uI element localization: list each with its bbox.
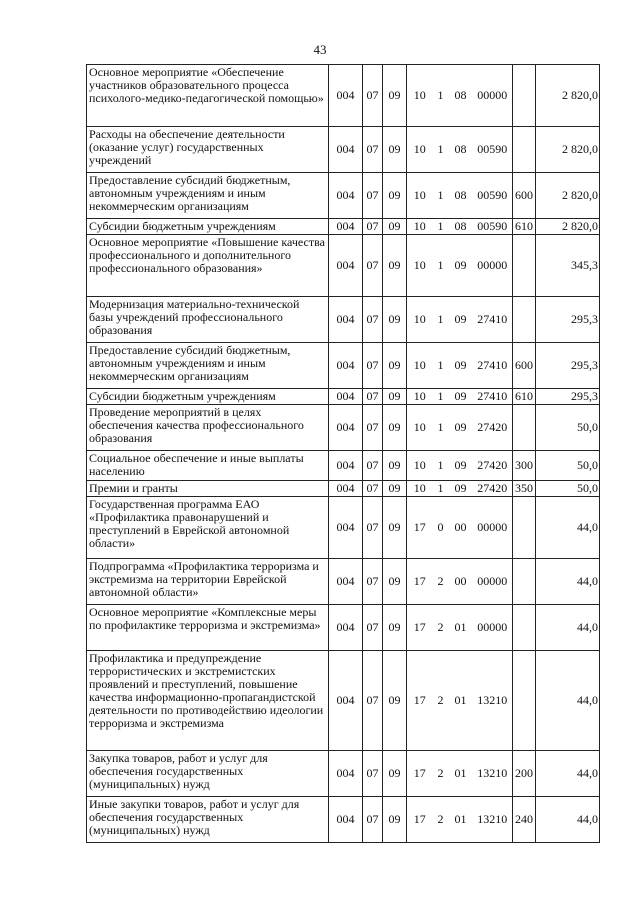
amount: 2 820,0 (536, 173, 600, 219)
program-code: 17 (407, 751, 433, 797)
subsection-code: 09 (383, 297, 407, 343)
table-row (87, 751, 600, 797)
section-code: 07 (363, 605, 383, 651)
program-code: 10 (407, 235, 433, 297)
subprogram-code: 1 (433, 389, 449, 405)
amount: 2 820,0 (536, 127, 600, 173)
amount: 2 820,0 (536, 65, 600, 127)
activity-code: 09 (449, 451, 473, 481)
direction-code: 27410 (473, 343, 513, 389)
expense-type-code: 240 (513, 797, 536, 843)
program-code: 10 (407, 173, 433, 219)
grbs-code: 004 (329, 173, 363, 219)
activity-code: 01 (449, 651, 473, 751)
subprogram-code: 2 (433, 559, 449, 605)
subprogram-code: 1 (433, 481, 449, 497)
activity-code: 08 (449, 127, 473, 173)
table-row (87, 343, 600, 389)
program-code: 17 (407, 797, 433, 843)
table-row (87, 127, 600, 173)
activity-code: 00 (449, 497, 473, 559)
expense-type-code (513, 497, 536, 559)
direction-code: 00000 (473, 497, 513, 559)
table-row (87, 797, 600, 843)
amount: 2 820,0 (536, 219, 600, 235)
grbs-code: 004 (329, 297, 363, 343)
activity-code: 09 (449, 481, 473, 497)
amount: 50,0 (536, 405, 600, 451)
row-name: Расходы на обеспечение деятельности (оказание услуг) государственных учреждений (87, 127, 329, 173)
amount: 50,0 (536, 451, 600, 481)
program-code: 10 (407, 127, 433, 173)
expense-type-code: 350 (513, 481, 536, 497)
grbs-code: 004 (329, 751, 363, 797)
subprogram-code: 1 (433, 451, 449, 481)
row-name: Премии и гранты (87, 481, 329, 497)
activity-code: 09 (449, 235, 473, 297)
subprogram-code: 2 (433, 651, 449, 751)
direction-code: 00000 (473, 65, 513, 127)
grbs-code: 004 (329, 65, 363, 127)
grbs-code: 004 (329, 343, 363, 389)
amount: 44,0 (536, 797, 600, 843)
direction-code: 27410 (473, 389, 513, 405)
row-name: Предоставление субсидий бюджетным, автономным учреждениям и иным некоммерческим организациям (87, 343, 329, 389)
expense-type-code: 610 (513, 219, 536, 235)
program-code: 10 (407, 481, 433, 497)
grbs-code: 004 (329, 127, 363, 173)
subsection-code: 09 (383, 481, 407, 497)
subprogram-code: 2 (433, 605, 449, 651)
activity-code: 00 (449, 559, 473, 605)
program-code: 10 (407, 297, 433, 343)
activity-code: 08 (449, 219, 473, 235)
amount: 295,3 (536, 297, 600, 343)
table-row (87, 559, 600, 605)
section-code: 07 (363, 797, 383, 843)
section-code: 07 (363, 751, 383, 797)
expense-type-code (513, 297, 536, 343)
activity-code: 01 (449, 797, 473, 843)
section-code: 07 (363, 65, 383, 127)
amount: 44,0 (536, 651, 600, 751)
row-name: Социальное обеспечение и иные выплаты населению (87, 451, 329, 481)
grbs-code: 004 (329, 235, 363, 297)
subsection-code: 09 (383, 797, 407, 843)
row-name: Иные закупки товаров, работ и услуг для обеспечения государственных (муниципальных) нужд (87, 797, 329, 843)
grbs-code: 004 (329, 451, 363, 481)
activity-code: 09 (449, 297, 473, 343)
expense-type-code (513, 405, 536, 451)
direction-code: 27420 (473, 481, 513, 497)
subsection-code: 09 (383, 389, 407, 405)
row-name: Модернизация материально-технической базы учреждений профессионального образования (87, 297, 329, 343)
expense-type-code: 600 (513, 343, 536, 389)
section-code: 07 (363, 219, 383, 235)
row-name: Субсидии бюджетным учреждениям (87, 219, 329, 235)
grbs-code: 004 (329, 219, 363, 235)
amount: 44,0 (536, 751, 600, 797)
expense-type-code: 300 (513, 451, 536, 481)
subsection-code: 09 (383, 343, 407, 389)
row-name: Основное мероприятие «Обеспечение участников образовательного процесса психолого-медико-педагогической помощью» (87, 65, 329, 127)
grbs-code: 004 (329, 481, 363, 497)
direction-code: 00000 (473, 559, 513, 605)
activity-code: 08 (449, 65, 473, 127)
section-code: 07 (363, 235, 383, 297)
section-code: 07 (363, 297, 383, 343)
direction-code: 00000 (473, 605, 513, 651)
row-name: Основное мероприятие «Повышение качества профессионального и дополнительного профессионального образования» (87, 235, 329, 297)
amount: 44,0 (536, 605, 600, 651)
expense-type-code: 200 (513, 751, 536, 797)
subprogram-code: 1 (433, 405, 449, 451)
section-code: 07 (363, 405, 383, 451)
table-row (87, 605, 600, 651)
grbs-code: 004 (329, 405, 363, 451)
section-code: 07 (363, 389, 383, 405)
activity-code: 08 (449, 173, 473, 219)
subprogram-code: 1 (433, 219, 449, 235)
grbs-code: 004 (329, 559, 363, 605)
section-code: 07 (363, 497, 383, 559)
direction-code: 13210 (473, 651, 513, 751)
program-code: 17 (407, 605, 433, 651)
program-code: 17 (407, 651, 433, 751)
subprogram-code: 2 (433, 751, 449, 797)
table-row (87, 481, 600, 497)
table-row (87, 405, 600, 451)
grbs-code: 004 (329, 797, 363, 843)
row-name: Закупка товаров, работ и услуг для обеспечения государственных (муниципальных) нужд (87, 751, 329, 797)
subprogram-code: 1 (433, 297, 449, 343)
subprogram-code: 0 (433, 497, 449, 559)
row-name: Подпрограмма «Профилактика терроризма и экстремизма на территории Еврейской автономной области» (87, 559, 329, 605)
expense-type-code: 610 (513, 389, 536, 405)
section-code: 07 (363, 173, 383, 219)
subsection-code: 09 (383, 173, 407, 219)
grbs-code: 004 (329, 605, 363, 651)
section-code: 07 (363, 481, 383, 497)
table-row (87, 219, 600, 235)
table-row (87, 65, 600, 127)
grbs-code: 004 (329, 389, 363, 405)
subsection-code: 09 (383, 65, 407, 127)
subsection-code: 09 (383, 605, 407, 651)
amount: 295,3 (536, 389, 600, 405)
expense-type-code (513, 559, 536, 605)
expense-type-code (513, 127, 536, 173)
subprogram-code: 1 (433, 235, 449, 297)
expense-type-code (513, 605, 536, 651)
row-name: Основное мероприятие «Комплексные меры по профилактике терроризма и экстремизма» (87, 605, 329, 651)
section-code: 07 (363, 559, 383, 605)
amount: 50,0 (536, 481, 600, 497)
subsection-code: 09 (383, 219, 407, 235)
section-code: 07 (363, 127, 383, 173)
subsection-code: 09 (383, 405, 407, 451)
subprogram-code: 1 (433, 173, 449, 219)
table-row (87, 389, 600, 405)
subsection-code: 09 (383, 559, 407, 605)
subsection-code: 09 (383, 497, 407, 559)
direction-code: 00590 (473, 219, 513, 235)
expense-type-code: 600 (513, 173, 536, 219)
row-name: Профилактика и предупреждение террористических и экстремистских проявлений и преступлений, повышение качества информационно-пропагандистской деятельности по противодействию идеологии терроризма и экстремизма (87, 651, 329, 751)
amount: 295,3 (536, 343, 600, 389)
row-name: Государственная программа ЕАО «Профилактика правонарушений и преступлений в Еврейской автономной области» (87, 497, 329, 559)
direction-code: 00000 (473, 235, 513, 297)
table-row (87, 173, 600, 219)
subsection-code: 09 (383, 127, 407, 173)
table-row (87, 451, 600, 481)
subprogram-code: 1 (433, 343, 449, 389)
activity-code: 09 (449, 405, 473, 451)
program-code: 17 (407, 497, 433, 559)
subsection-code: 09 (383, 451, 407, 481)
page-number: 43 (313, 42, 327, 57)
grbs-code: 004 (329, 497, 363, 559)
amount: 345,3 (536, 235, 600, 297)
grbs-code: 004 (329, 651, 363, 751)
direction-code: 13210 (473, 797, 513, 843)
table-row (87, 651, 600, 751)
amount: 44,0 (536, 497, 600, 559)
direction-code: 13210 (473, 751, 513, 797)
budget-table (86, 64, 600, 843)
row-name: Проведение мероприятий в целях обеспечения качества профессионального образования (87, 405, 329, 451)
row-name: Субсидии бюджетным учреждениям (87, 389, 329, 405)
amount: 44,0 (536, 559, 600, 605)
program-code: 10 (407, 405, 433, 451)
section-code: 07 (363, 651, 383, 751)
activity-code: 09 (449, 389, 473, 405)
expense-type-code (513, 65, 536, 127)
activity-code: 01 (449, 751, 473, 797)
program-code: 10 (407, 343, 433, 389)
table-row (87, 235, 600, 297)
direction-code: 27420 (473, 451, 513, 481)
program-code: 17 (407, 559, 433, 605)
program-code: 10 (407, 65, 433, 127)
expense-type-code (513, 651, 536, 751)
direction-code: 27420 (473, 405, 513, 451)
subsection-code: 09 (383, 235, 407, 297)
section-code: 07 (363, 451, 383, 481)
subsection-code: 09 (383, 751, 407, 797)
program-code: 10 (407, 219, 433, 235)
program-code: 10 (407, 451, 433, 481)
subsection-code: 09 (383, 651, 407, 751)
table-row (87, 297, 600, 343)
direction-code: 00590 (473, 173, 513, 219)
activity-code: 09 (449, 343, 473, 389)
direction-code: 00590 (473, 127, 513, 173)
program-code: 10 (407, 389, 433, 405)
activity-code: 01 (449, 605, 473, 651)
expense-type-code (513, 235, 536, 297)
subprogram-code: 1 (433, 65, 449, 127)
table-body (87, 65, 600, 843)
subprogram-code: 2 (433, 797, 449, 843)
table-row (87, 497, 600, 559)
direction-code: 27410 (473, 297, 513, 343)
subprogram-code: 1 (433, 127, 449, 173)
section-code: 07 (363, 343, 383, 389)
row-name: Предоставление субсидий бюджетным, автономным учреждениям и иным некоммерческим организациям (87, 173, 329, 219)
